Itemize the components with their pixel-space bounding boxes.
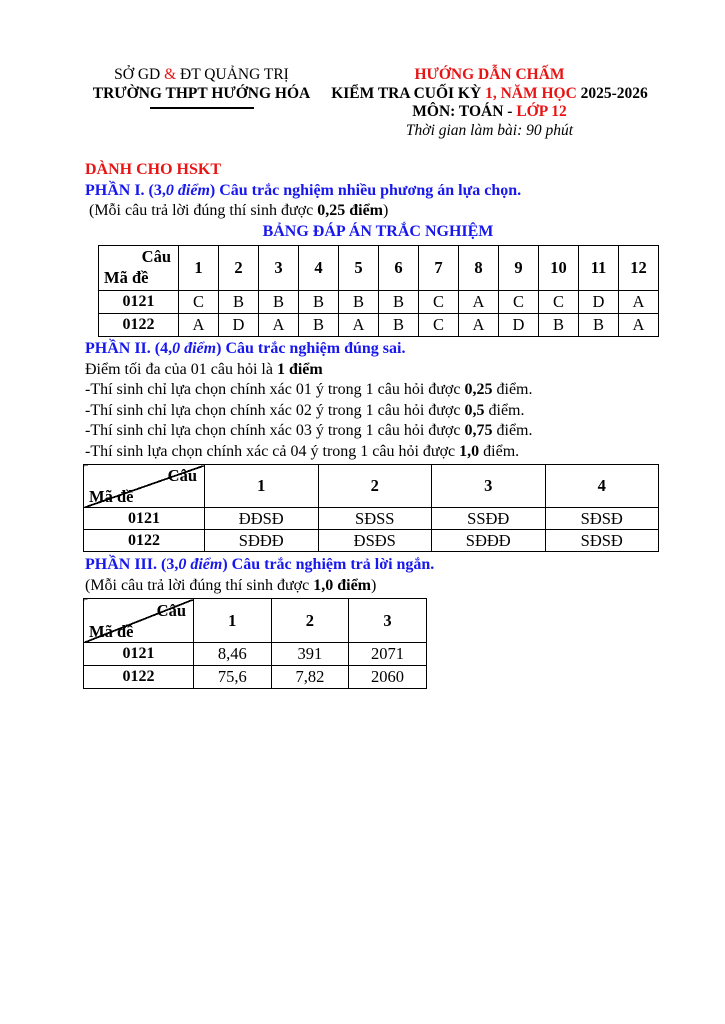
corner-made-label: Mã đề	[89, 487, 134, 506]
points-bold: 1,0 điểm	[313, 576, 372, 594]
answer-cell: A	[339, 314, 379, 337]
corner-made-label: Mã đề	[89, 622, 134, 641]
text-segment: )	[371, 576, 377, 594]
answer-cell: A	[459, 314, 499, 337]
points-italic: 0 điểm	[178, 556, 223, 573]
points-bold: 1,0	[459, 442, 480, 460]
exam-code: 0121	[84, 643, 194, 666]
text-segment: SỞ GD	[114, 66, 165, 83]
answer-cell: 2071	[349, 643, 427, 666]
answer-cell: B	[539, 314, 579, 337]
divider-rule	[150, 107, 254, 109]
points-italic: 0 điểm	[172, 340, 217, 357]
part3-heading	[85, 555, 661, 576]
answer-cell: A	[179, 314, 219, 337]
text-segment: điểm.	[479, 442, 520, 460]
corner-cau-label: Câu	[156, 601, 186, 620]
exam-code: 0121	[84, 508, 205, 530]
answer-cell: ĐSĐS	[318, 530, 432, 552]
table-row	[84, 508, 659, 530]
part1-heading	[85, 181, 661, 202]
exam-code: 0122	[84, 530, 205, 552]
answer-cell: B	[379, 314, 419, 337]
table-row	[99, 291, 659, 314]
part1-answer-table	[98, 245, 659, 337]
column-header: 2	[318, 465, 432, 508]
answer-cell: SSĐĐ	[432, 508, 546, 530]
answer-cell: B	[219, 291, 259, 314]
answer-cell: B	[379, 291, 419, 314]
text-segment: -Thí sinh chỉ lựa chọn chính xác 03 ý trong 1 câu hỏi được	[85, 422, 465, 439]
column-header: 9	[499, 246, 539, 291]
text-segment: (Mỗi câu trả lời đúng thí sinh được	[89, 202, 318, 219]
text-segment: -Thí sinh lựa chọn chính xác cả 04 ý trong 1 câu hỏi được	[85, 442, 460, 460]
column-header: 2	[271, 599, 349, 643]
answer-cell: B	[299, 314, 339, 337]
text-segment: ĐT QUẢNG TRỊ	[176, 66, 289, 83]
table-header-row	[84, 599, 427, 643]
exam-code: 0122	[99, 314, 179, 337]
answer-cell: SĐSĐ	[545, 530, 659, 552]
column-header: 5	[339, 246, 379, 291]
title-block	[318, 66, 661, 140]
text-segment: PHẦN III. (3,	[85, 556, 179, 573]
text-segment: -Thí sinh chỉ lựa chọn chính xác 02 ý trong 1 câu hỏi được	[85, 401, 465, 419]
text-segment: PHẦN I. (3,	[85, 181, 166, 199]
text-segment: điểm.	[492, 422, 533, 439]
answer-cell: D	[219, 314, 259, 337]
text-segment: điểm.	[492, 381, 533, 398]
corner-made-label: Mã đề	[104, 268, 149, 287]
doc-title: HƯỚNG DẪN CHẤM	[414, 66, 565, 83]
school-name: TRƯỜNG THPT HƯỚNG HÓA	[92, 84, 311, 102]
subject-line	[318, 103, 661, 122]
text-segment: 2025-2026	[576, 84, 648, 102]
department-line	[85, 66, 318, 85]
answer-cell: A	[459, 291, 499, 314]
points-bold: 0,75	[464, 422, 493, 439]
points-bold: 1 điểm	[276, 360, 323, 378]
exam-term-red: 1, NĂM HỌC	[485, 84, 577, 102]
part2-rule-3	[85, 421, 661, 442]
text-segment: Điểm tối đa của 01 câu hỏi là	[85, 360, 277, 378]
column-header: 4	[545, 465, 659, 508]
answer-cell: 7,82	[271, 666, 349, 689]
answer-cell: A	[619, 291, 659, 314]
text-segment: MÔN: TOÁN -	[412, 103, 517, 120]
exam-line	[318, 85, 661, 104]
text-segment: ) Câu trắc nghiệm đúng sai.	[216, 340, 406, 357]
corner-cau-label: Câu	[141, 247, 171, 266]
column-header: 2	[219, 246, 259, 291]
table-header-row	[84, 465, 659, 508]
part2-heading	[85, 339, 661, 360]
ampersand: &	[164, 66, 177, 83]
part2-rule-4	[85, 442, 661, 463]
column-header: 12	[619, 246, 659, 291]
exam-code: 0122	[84, 666, 194, 689]
answer-cell: SĐĐĐ	[205, 530, 319, 552]
answer-table-title: BẢNG ĐÁP ÁN TRẮC NGHIỆM	[262, 222, 494, 240]
part3-answer-table	[83, 598, 427, 689]
answer-cell: A	[619, 314, 659, 337]
part1-note	[85, 201, 661, 222]
table-row	[84, 666, 427, 689]
table-row	[84, 530, 659, 552]
answer-cell: SĐSS	[318, 508, 432, 530]
column-header: 1	[205, 465, 319, 508]
table-header-row	[99, 246, 659, 291]
answer-cell: D	[499, 314, 539, 337]
part2-answer-table	[83, 464, 659, 552]
corner-cell	[99, 246, 179, 291]
answer-cell: B	[299, 291, 339, 314]
part2-rule-2	[85, 401, 661, 422]
table-row	[84, 643, 427, 666]
table-row	[99, 314, 659, 337]
duration-line: Thời gian làm bài: 90 phút	[405, 121, 574, 139]
grade-red: LỚP 12	[516, 103, 567, 120]
document-header	[85, 66, 661, 140]
column-header: 11	[579, 246, 619, 291]
column-header: 6	[379, 246, 419, 291]
answer-cell: ĐĐSĐ	[205, 508, 319, 530]
answer-cell: SĐSĐ	[545, 508, 659, 530]
text-segment: điểm.	[484, 401, 525, 419]
text-segment: PHẦN II. (4,	[85, 340, 173, 357]
answer-cell: B	[339, 291, 379, 314]
answer-cell: C	[419, 291, 459, 314]
hskt-label: DÀNH CHO HSKT	[85, 161, 222, 178]
part2-max-note	[85, 360, 661, 381]
points-bold: 0,25	[464, 381, 493, 398]
column-header: 1	[179, 246, 219, 291]
exam-code: 0121	[99, 291, 179, 314]
text-segment: ) Câu trắc nghiệm nhiều phương án lựa chọn.	[209, 181, 522, 199]
answer-cell: C	[539, 291, 579, 314]
corner-cau-label: Câu	[167, 466, 197, 485]
answer-cell: 2060	[349, 666, 427, 689]
part2-rule-1	[85, 380, 661, 401]
answer-cell: B	[579, 314, 619, 337]
column-header: 10	[539, 246, 579, 291]
text-segment: -Thí sinh chỉ lựa chọn chính xác 01 ý trong 1 câu hỏi được	[85, 381, 465, 398]
answer-cell: 75,6	[194, 666, 272, 689]
text-segment: ) Câu trắc nghiệm trả lời ngắn.	[222, 556, 435, 573]
column-header: 8	[459, 246, 499, 291]
answer-cell: 8,46	[194, 643, 272, 666]
column-header: 3	[349, 599, 427, 643]
column-header: 3	[259, 246, 299, 291]
points-italic: 0 điểm	[165, 181, 210, 199]
points-bold: 0,5	[464, 401, 485, 419]
answer-cell: SĐĐĐ	[432, 530, 546, 552]
school-block	[85, 66, 318, 140]
column-header: 7	[419, 246, 459, 291]
part3-note	[85, 576, 661, 597]
answer-cell: C	[419, 314, 459, 337]
text-segment: KIỂM TRA CUỐI KỲ	[331, 84, 486, 102]
corner-cell	[84, 599, 194, 643]
answer-cell: B	[259, 291, 299, 314]
answer-cell: 391	[271, 643, 349, 666]
column-header: 4	[299, 246, 339, 291]
text-segment: (Mỗi câu trả lời đúng thí sinh được	[85, 576, 314, 594]
corner-cell	[84, 465, 205, 508]
column-header: 3	[432, 465, 546, 508]
column-header: 1	[194, 599, 272, 643]
answer-cell: D	[579, 291, 619, 314]
answer-cell: C	[179, 291, 219, 314]
answer-cell: C	[499, 291, 539, 314]
answer-cell: A	[259, 314, 299, 337]
points-bold: 0,25 điểm	[317, 202, 384, 219]
text-segment: )	[383, 202, 389, 219]
